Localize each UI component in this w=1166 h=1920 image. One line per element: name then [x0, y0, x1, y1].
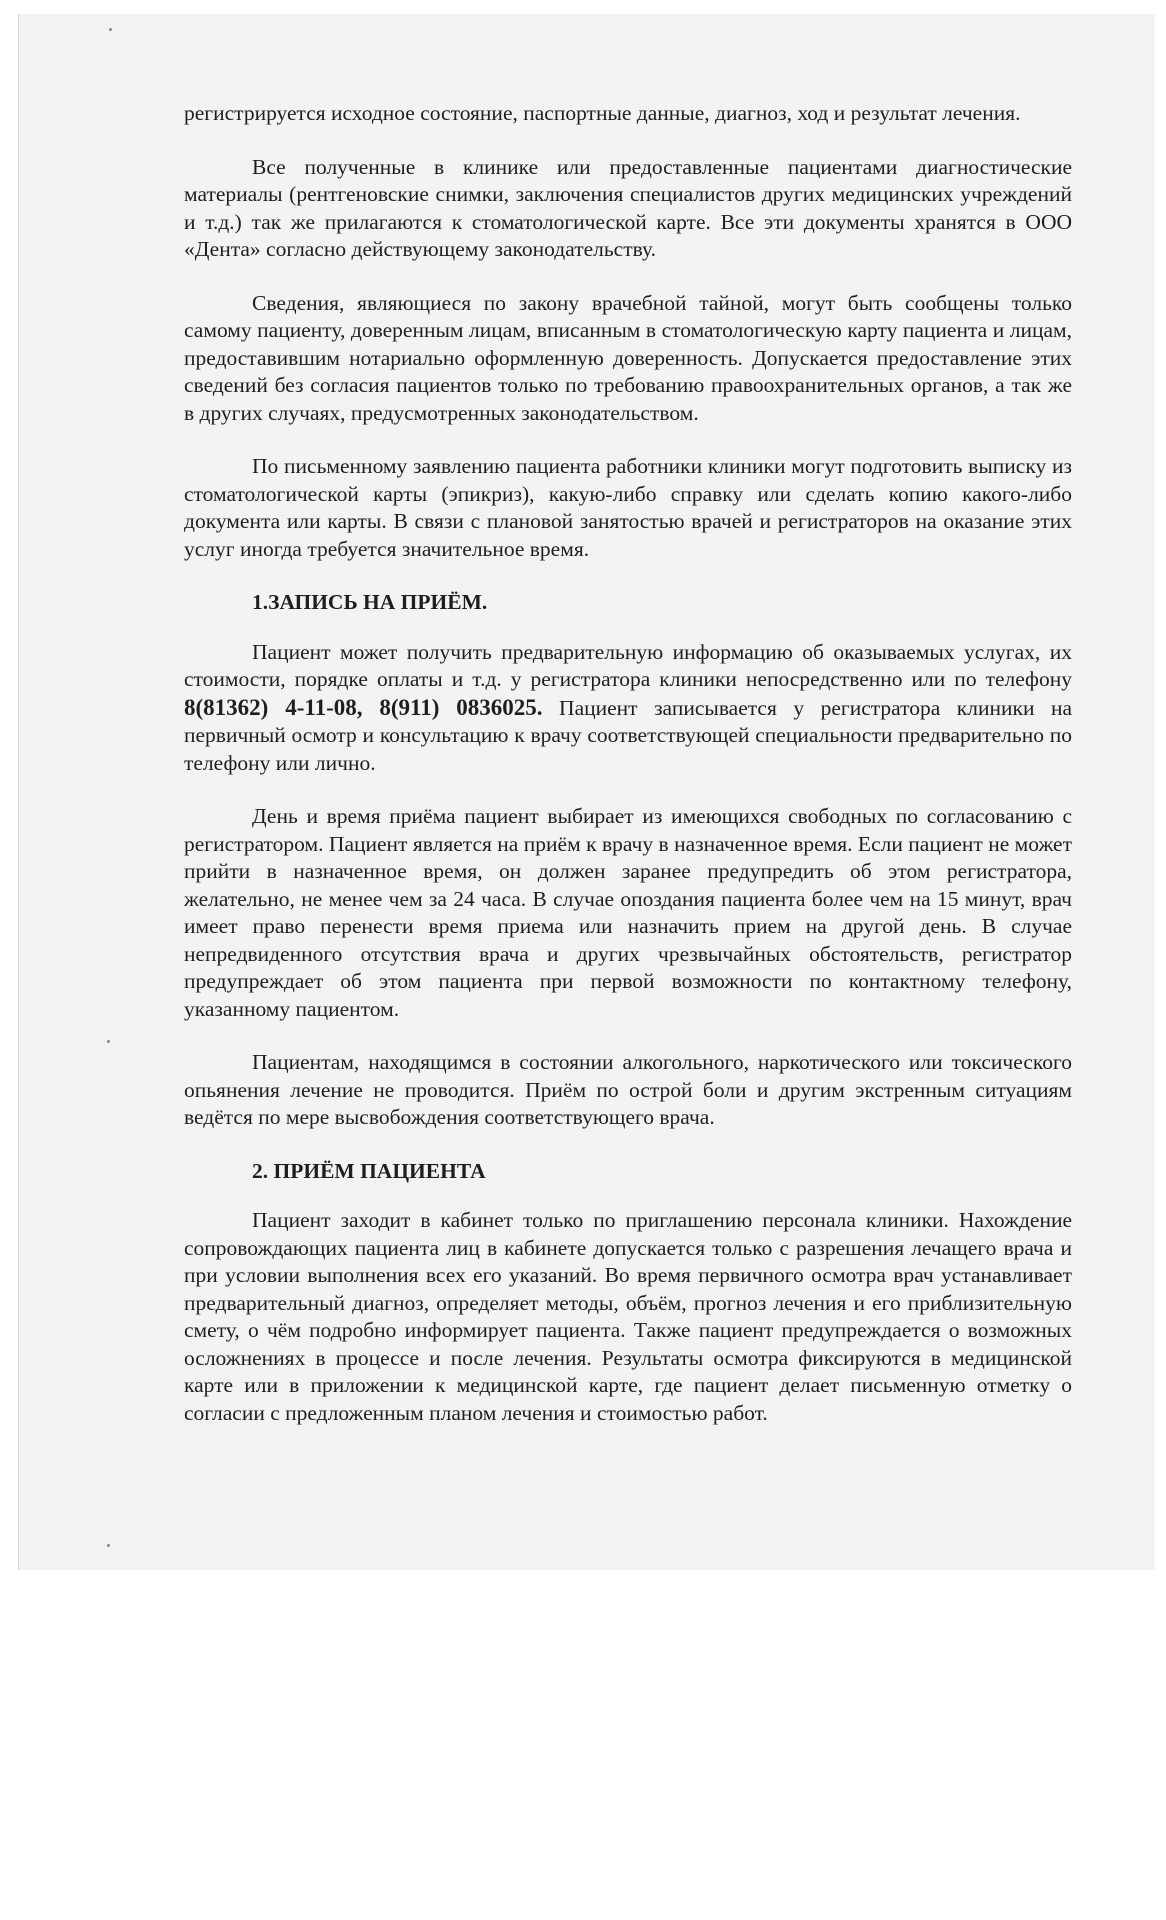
extract-paragraph: По письменному заявлению пациента работники клиники могут подготовить выписку из стоматологической карты (эпикриз), какую-либо справку или сделать копию какого-либо документа или карты. В связи с плановой занятостью врачей и регистраторов на оказание этих услуг иногда требуется значительное время.	[184, 454, 1072, 561]
intoxication-paragraph: Пациентам, находящимся в состоянии алкогольного, наркотического или токсического опьянения лечение не проводится. Приём по острой боли и другим экстренным ситуациям ведётся по мере высвобождения соответствующего врача.	[184, 1050, 1072, 1129]
section-1-heading: 1.ЗАПИСЬ НА ПРИЁМ.	[252, 590, 488, 614]
appointment-info-text: Пациент может получить предварительную информацию об оказываемых услугах, их стоимости, порядке оплаты и т.д. у регистратора клиники непосредственно или по телефону	[184, 639, 1072, 691]
document-body	[184, 100, 1072, 1453]
patient-reception-paragraph: Пациент заходит в кабинет только по приглашению персонала клиники. Нахождение сопровождающих пациента лиц в кабинете допускается только с разрешения лечащего врача и при условии выполнения всех его указаний. Во время первичного осмотра врач устанавливает предварительный диагноз, определяет методы, объём, прогноз лечения и его приблизительную смету, о чём подробно информирует пациента. Также пациент предупреждается о возможных осложнениях в процессе и после лечения. Результаты осмотра фиксируются в медицинской карте или в приложении к медицинской карте, где пациент делает письменную отметку о согласии с предложенным планом лечения и стоимостью работ.	[184, 1208, 1072, 1425]
appointment-info-text-continued: Пациент записывается у регистратора клиники на первичный осмотр и консультацию к врачу соответствующей специальности предварительно по телефону или лично.	[184, 695, 1072, 775]
section-2-heading: 2. ПРИЁМ ПАЦИЕНТА	[252, 1158, 486, 1183]
clinic-phone-numbers: 8(81362) 4-11-08, 8(911) 0836025.	[184, 694, 543, 720]
materials-paragraph: Все полученные в клинике или предоставленные пациентами диагностические материалы (рентгеновские снимки, заключения специалистов других медицинских учреждений и т.д.) так же прилагаются к стоматологической карте. Все эти документы хранятся в ООО «Дента» согласно действующему законодательству.	[184, 154, 1072, 261]
intro-paragraph: регистрируется исходное состояние, паспортные данные, диагноз, ход и результат лечения.	[184, 101, 1021, 125]
appointment-time-paragraph: День и время приёма пациент выбирает из имеющихся свободных по согласованию с регистратором. Пациент является на приём к врачу в назначенное время. Если пациент не может прийти в назначенное время, он должен заранее предупредить об этом регистратора, желательно, не менее чем за 24 часа. В случае опоздания пациента более чем на 15 минут, врач имеет право перенести время приема или назначить прием на другой день. В случае непредвиденного отсутствия врача и других чрезвычайных обстоятельств, регистратор предупреждает об этом пациента при первой возможности по контактному телефону, указанному пациентом.	[184, 804, 1072, 1021]
medical-secrecy-paragraph: Сведения, являющиеся по закону врачебной тайной, могут быть сообщены только самому пациенту, доверенным лицам, вписанным в стоматологическую карту пациента и лицам, предоставившим нотариально оформленную доверенность. Допускается предоставление этих сведений без согласия пациентов только по требованию правоохранительных органов, а так же в других случаях, предусмотренных законодательством.	[184, 290, 1072, 425]
scan-speck	[107, 1040, 110, 1043]
appointment-info-paragraph	[184, 639, 1072, 778]
scan-speck	[109, 28, 112, 31]
scan-speck	[107, 1544, 110, 1547]
